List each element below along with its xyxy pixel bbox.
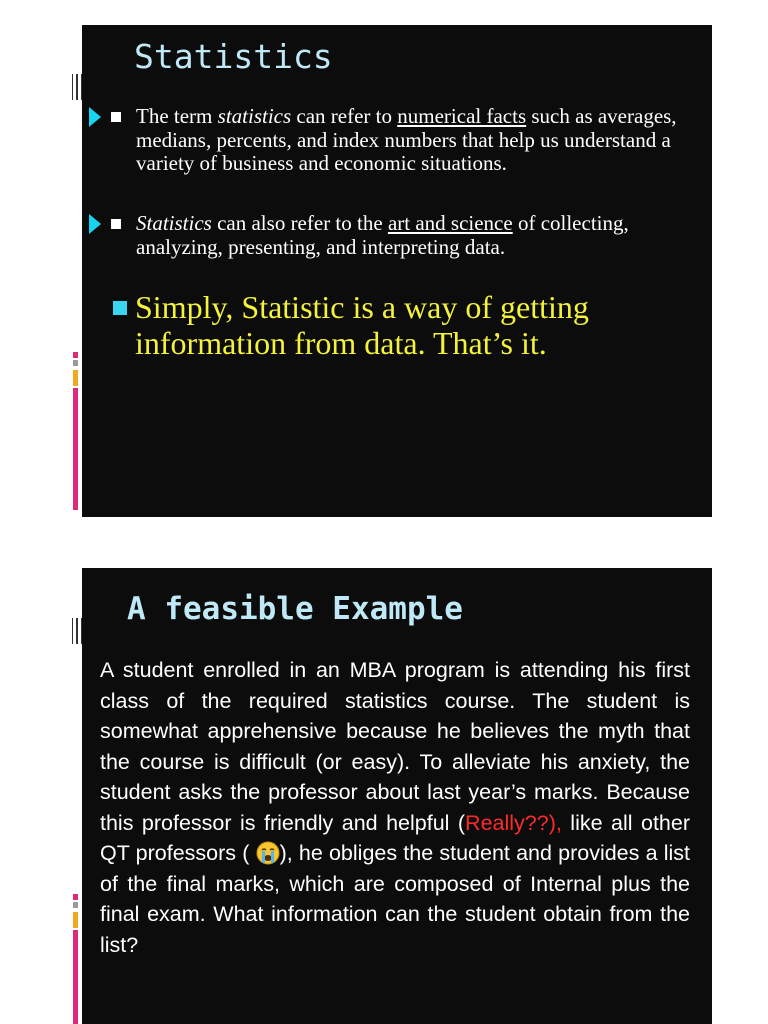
- square-bullet-icon: [111, 219, 121, 229]
- highlight-text: Simply, Statistic is a way of getting information from data. That’s it.: [135, 289, 589, 361]
- crying-face-icon: [256, 841, 280, 865]
- slide-title: Statistics: [134, 37, 333, 76]
- triangle-bullet-icon: [89, 214, 101, 234]
- slide-feasible-example: [82, 568, 712, 1024]
- bullet-text: The term statistics can refer to numerical facts such as averages, medians, percents, and index numbers that help us understand a variety of business and economic situations.: [136, 104, 677, 175]
- bullet-text: Statistics can also refer to the art and science of collecting, analyzing, presenting, and interpreting data.: [136, 211, 629, 259]
- slide-title: A feasible Example: [127, 591, 463, 627]
- slide-statistics: [82, 25, 712, 517]
- square-bullet-icon: [111, 112, 121, 122]
- red-highlight: Really??),: [465, 810, 562, 835]
- triangle-bullet-icon: [89, 107, 101, 127]
- example-paragraph: A student enrolled in an MBA program is attending his first class of the required statistics course. The student is somewhat apprehensive because he believes the myth that the course is difficult (or easy). To alleviate his anxiety, the student asks the professor about last year’s marks. Because this professor is friendly and helpful (Really??), like all other QT professors ( ), he obliges the student and provides a list of the final marks, which are composed of Internal plus the final exam. What information can the student obtain from the list?: [100, 658, 690, 957]
- square-bullet-icon: [113, 301, 127, 315]
